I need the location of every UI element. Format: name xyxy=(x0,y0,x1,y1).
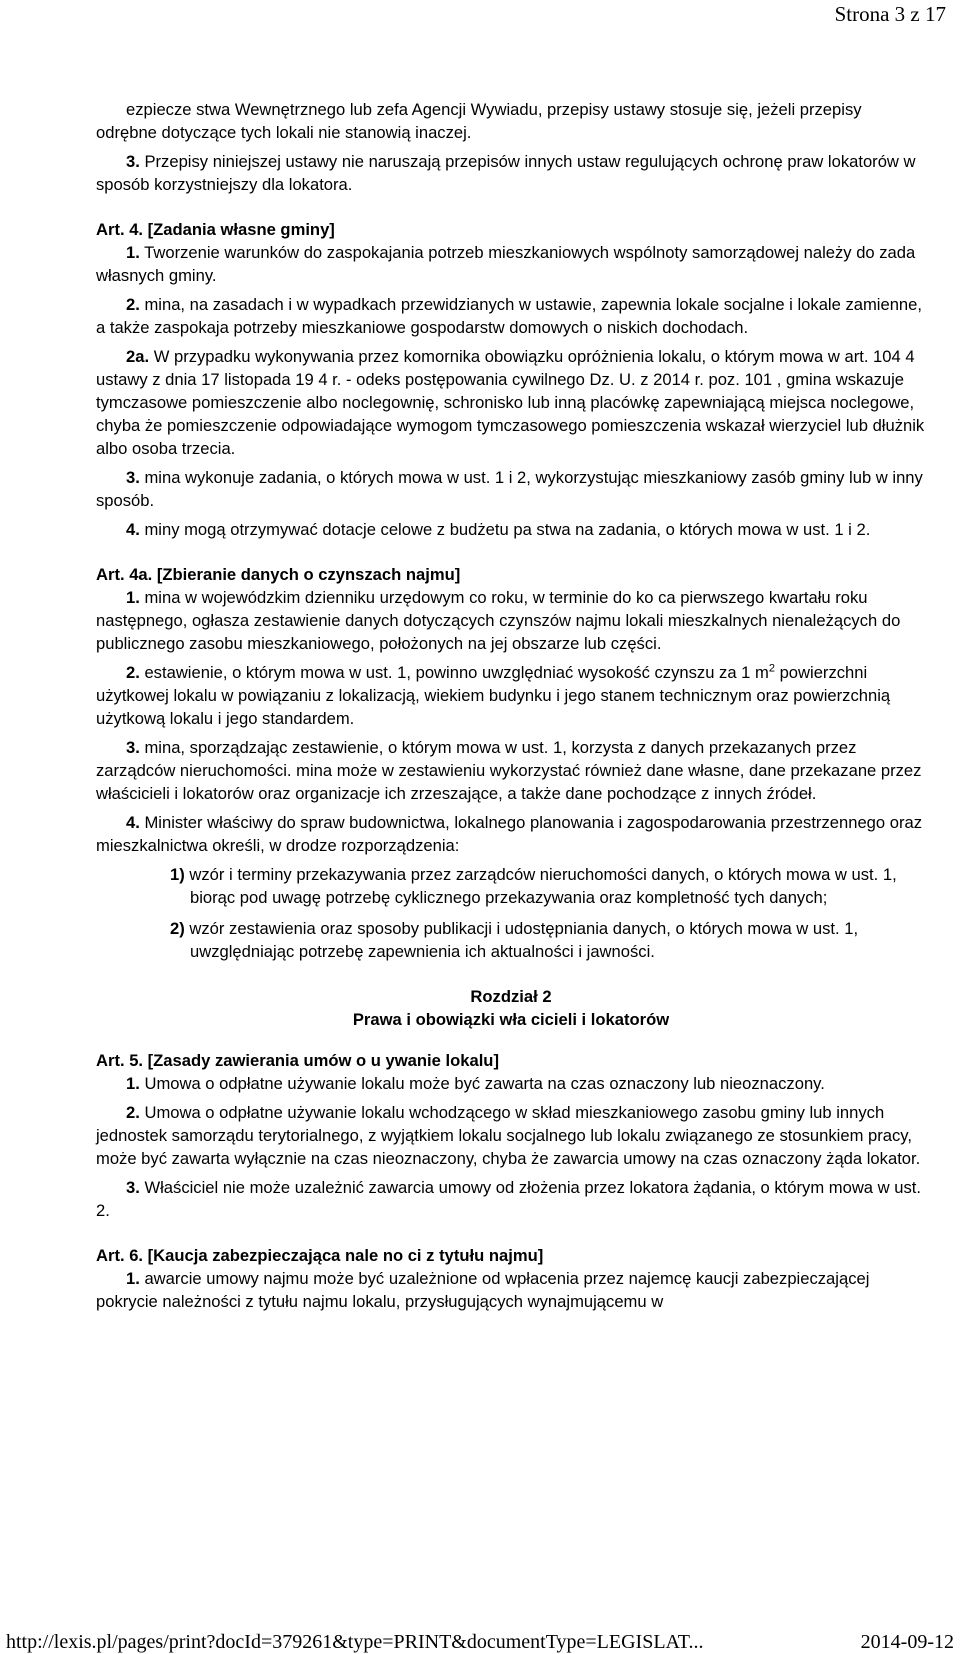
page-number: Strona 3 z 17 xyxy=(834,2,946,26)
paragraph-text: mina w wojewódzkim dzienniku urzędowym co roku, w terminie do ko ca pierwszego kwartału roku następnego, ogłasza zestawienie danych dotyczących czynszów najmu lokali mieszkalnych nienależących do publicznego zasobu mieszkaniowego, położonych na jej obszarze lub części. xyxy=(96,588,901,653)
paragraph-number: 1. xyxy=(126,588,140,607)
paragraph-text: Tworzenie warunków do zaspokajania potrzeb mieszkaniowych wspólnoty samorządowej należy do zada własnych gminy. xyxy=(96,243,916,285)
page-footer xyxy=(0,1631,960,1654)
paragraph-number: 4. xyxy=(126,813,140,832)
article-heading: Art. 4. [Zadania własne gminy] xyxy=(96,220,335,239)
paragraph-number: 1. xyxy=(126,243,140,262)
paragraph xyxy=(96,518,926,541)
paragraph-number: 2. xyxy=(126,663,140,682)
paragraph-text: W przypadku wykonywania przez komornika obowiązku opróżnienia lokalu, o którym mowa w art. 104 4 ustawy z dnia 17 listopada 19 4 r. - odeks postępowania cywilnego Dz. U. z 2014 r. poz. 101 , gmina wskazuje tymczasowe pomieszczenie albo noclegownię, schronisko lub inną placówkę zapewniającą miejsca noclegowe, chyba że pomieszczenie odpowiadające wymogom tymczasowego pomieszczenia wskazał wierzyciel lub dłużnik albo osoba trzecia. xyxy=(96,347,925,458)
paragraph-text: mina, na zasadach i w wypadkach przewidzianych w ustawie, zapewnia lokale socjalne i lokale zamienne, a także zaspokaja potrzeby mieszkaniowe gospodarstw domowych o niskich dochodach. xyxy=(96,295,923,337)
paragraph-text: miny mogą otrzymywać dotacje celowe z budżetu pa stwa na zadania, o których mowa w ust. 1 i 2. xyxy=(139,520,871,539)
paragraph-text: powierzchni użytkowej lokalu w powiązaniu z lokalizacją, wiekiem budynku i jego stanem technicznym oraz powierzchnią użytkową lokalu i jego standardem. xyxy=(96,663,891,728)
paragraph-number: 4. xyxy=(126,520,140,539)
paragraph xyxy=(96,1267,926,1313)
paragraph xyxy=(96,661,926,730)
paragraph xyxy=(96,98,926,144)
print-date: 2014-09-12 xyxy=(860,1631,954,1653)
article-heading: Art. 5. [Zasady zawierania umów o u ywanie lokalu] xyxy=(96,1051,499,1070)
paragraph-text: awarcie umowy najmu może być uzależnione od wpłacenia przez najemcę kaucji zabezpieczającej pokrycie należności z tytułu najmu lokalu, przysługujących wynajmującemu w xyxy=(96,1269,870,1311)
paragraph-text: mina wykonuje zadania, o których mowa w ust. 1 i 2, wykorzystując mieszkaniowy zasób gminy lub w inny sposób. xyxy=(96,468,923,510)
paragraph-text: ezpiecze stwa Wewnętrznego lub zefa Agencji Wywiadu, przepisy ustawy stosuje się, jeżeli przepisy odrębne dotyczące tych lokali nie stanowią inaczej. xyxy=(96,100,862,142)
paragraph xyxy=(96,150,926,196)
article-heading: Art. 6. [Kaucja zabezpieczająca nale no ci z tytułu najmu] xyxy=(96,1246,544,1265)
paragraph-text: Właściciel nie może uzależnić zawarcia umowy od złożenia przez lokatora żądania, o którym mowa w ust. 2. xyxy=(96,1178,921,1220)
paragraph xyxy=(96,241,926,287)
paragraph-number: 3. xyxy=(126,152,140,171)
paragraph-text: Umowa o odpłatne używanie lokalu wchodzącego w skład mieszkaniowego zasobu gminy lub innych jednostek samorządu terytorialnego, z wyjątkiem lokalu socjalnego lub lokalu związanego ze stosunkiem pracy, może być zawarta wyłącznie na czas nieoznaczony, chyba że zawarcia umowy na czas oznaczony żąda lokator. xyxy=(96,1103,921,1168)
paragraph-text: mina, sporządzając zestawienie, o którym mowa w ust. 1, korzysta z danych przekazanych przez zarządców nieruchomości. mina może w zestawieniu wykorzystać również dane własne, dane przekazane przez właścicieli i lokatorów oraz organizacje ich zrzeszające, a także dane pochodzące z innych źródeł. xyxy=(96,738,922,803)
superscript: 2 xyxy=(768,662,775,675)
paragraph-text: Umowa o odpłatne używanie lokalu może być zawarta na czas oznaczony lub nieoznaczony. xyxy=(139,1074,825,1093)
paragraph-number: 1. xyxy=(126,1269,140,1288)
paragraph-number: 2a. xyxy=(126,347,150,366)
paragraph xyxy=(96,586,926,655)
paragraph-text: estawienie, o którym mowa w ust. 1, powinno uwzględniać wysokość czynszu za 1 m xyxy=(139,663,769,682)
paragraph-number: 1. xyxy=(126,1074,140,1093)
paragraph-number: 2. xyxy=(126,1103,140,1122)
list-number: 1) xyxy=(170,865,185,884)
paragraph xyxy=(96,1176,926,1222)
chapter-title: Rozdział 2 xyxy=(470,987,552,1006)
list-item xyxy=(170,917,926,963)
paragraph-number: 3. xyxy=(126,1178,140,1197)
paragraph-text: Przepisy niniejszej ustawy nie naruszają przepisów innych ustaw regulujących ochronę praw lokatorów w sposób korzystniejszy dla lokatora. xyxy=(96,152,916,194)
source-url-link[interactable]: http://lexis.pl/pages/print?docId=379261&type=PRINT&documentType=LEGISLAT... xyxy=(6,1631,704,1653)
list-text: wzór zestawienia oraz sposoby publikacji i udostępniania danych, o których mowa w ust. 1, uwzględniając potrzebę zapewnienia ich aktualności i jawności. xyxy=(184,919,859,961)
paragraph xyxy=(96,466,926,512)
paragraph xyxy=(96,736,926,805)
chapter-subtitle: Prawa i obowiązki wła cicieli i lokatorów xyxy=(352,1010,670,1029)
paragraph-number: 3. xyxy=(126,468,140,487)
document-body xyxy=(96,98,926,1319)
paragraph xyxy=(96,811,926,857)
chapter-heading xyxy=(96,985,926,1031)
article-heading: Art. 4a. [Zbieranie danych o czynszach najmu] xyxy=(96,565,461,584)
paragraph xyxy=(96,293,926,339)
paragraph-number: 3. xyxy=(126,738,140,757)
paragraph xyxy=(96,1072,926,1095)
paragraph-number: 2. xyxy=(126,295,140,314)
list-number: 2) xyxy=(170,919,185,938)
paragraph xyxy=(96,1101,926,1170)
list-text: wzór i terminy przekazywania przez zarządców nieruchomości danych, o których mowa w ust. 1, biorąc pod uwagę potrzebę cyklicznego przekazywania oraz kompletność tych danych; xyxy=(184,865,897,907)
list-item xyxy=(170,863,926,909)
paragraph xyxy=(96,345,926,460)
paragraph-text: Minister właściwy do spraw budownictwa, lokalnego planowania i zagospodarowania przestrzennego oraz mieszkalnictwa określi, w drodze rozporządzenia: xyxy=(96,813,923,855)
